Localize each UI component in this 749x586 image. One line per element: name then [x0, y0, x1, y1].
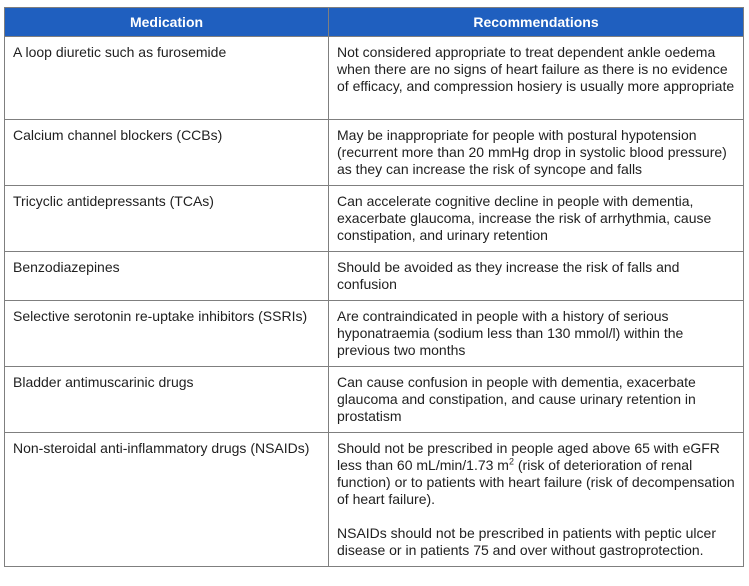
medication-cell: Benzodiazepines	[5, 252, 329, 301]
table-row	[5, 433, 744, 567]
recommendation-cell: Are contraindicated in people with a history of serious hyponatraemia (sodium less than 130 mmol/l) within the previous two months	[329, 301, 744, 367]
medication-cell: Tricyclic antidepressants (TCAs)	[5, 186, 329, 252]
header-recommendations: Recommendations	[329, 8, 744, 37]
medication-cell: Selective serotonin re-uptake inhibitors (SSRIs)	[5, 301, 329, 367]
medication-cell: Calcium channel blockers (CCBs)	[5, 120, 329, 186]
recommendation-cell: Not considered appropriate to treat dependent ankle oedema when there are no signs of heart failure as there is no evidence of efficacy, and compression hosiery is usually more appropriate	[329, 37, 744, 120]
table-row	[5, 37, 744, 120]
recommendation-cell: Should be avoided as they increase the risk of falls and confusion	[329, 252, 744, 301]
recommendation-text: Should not be prescribed in people aged above 65 with eGFR less than 60 mL/min/1.73 m	[337, 440, 720, 473]
recommendation-paragraph	[337, 440, 735, 508]
table-header-row	[5, 8, 744, 37]
medication-cell: Non-steroidal anti-inflammatory drugs (NSAIDs)	[5, 433, 329, 567]
recommendation-cell	[329, 433, 744, 567]
medication-cell: A loop diuretic such as furosemide	[5, 37, 329, 120]
recommendation-paragraph: NSAIDs should not be prescribed in patients with peptic ulcer disease or in patients 75 and over without gastroprotection.	[337, 525, 716, 558]
medication-recommendations-table	[4, 7, 744, 567]
medication-table-container	[4, 7, 743, 567]
table-row	[5, 367, 744, 433]
header-medication: Medication	[5, 8, 329, 37]
recommendation-cell: May be inappropriate for people with postural hypotension (recurrent more than 20 mmHg drop in systolic blood pressure) as they can increase the risk of syncope and falls	[329, 120, 744, 186]
recommendation-cell: Can cause confusion in people with dementia, exacerbate glaucoma and constipation, and cause urinary retention in prostatism	[329, 367, 744, 433]
superscript: 2	[508, 456, 514, 467]
medication-cell: Bladder antimuscarinic drugs	[5, 367, 329, 433]
recommendation-cell: Can accelerate cognitive decline in people with dementia, exacerbate glaucoma, increase the risk of arrhythmia, cause constipation, and urinary retention	[329, 186, 744, 252]
table-row	[5, 252, 744, 301]
table-row	[5, 301, 744, 367]
table-row	[5, 120, 744, 186]
recommendation-text: (risk of deterioration of renal function) or to patients with heart failure (risk of decompensation of heart failure).	[337, 457, 735, 507]
table-row	[5, 186, 744, 252]
